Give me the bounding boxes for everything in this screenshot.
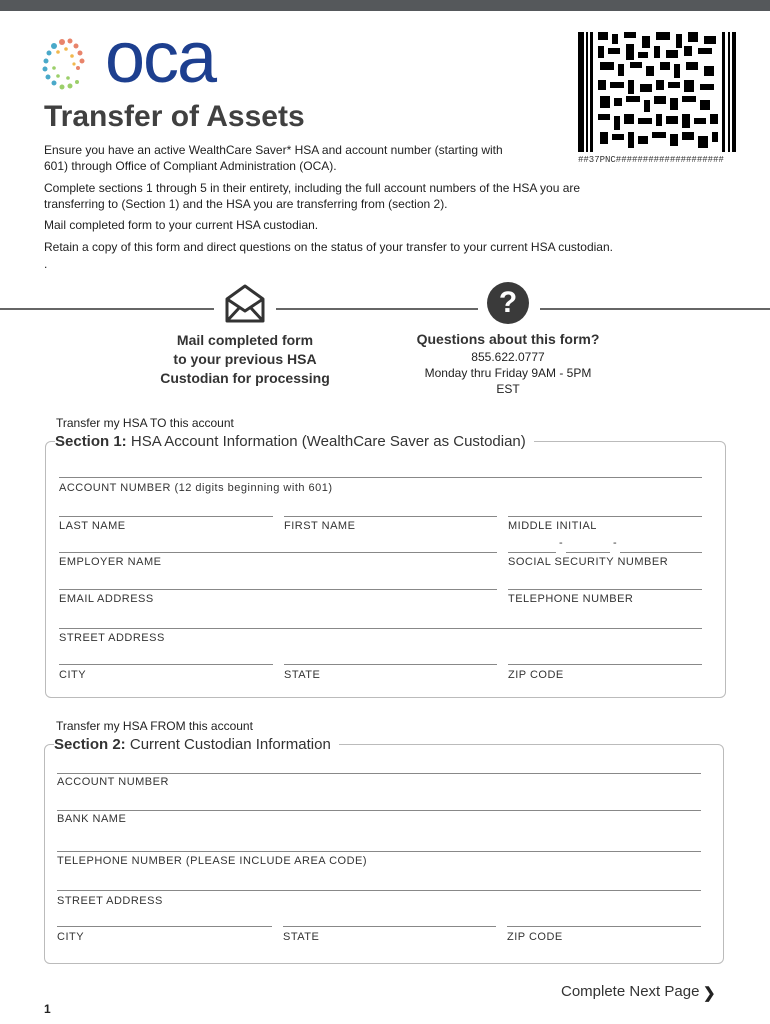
page-number: 1 [44, 1002, 51, 1016]
intro-paragraph-1: Ensure you have an active WealthCare Saver* HSA and account number (starting with 601) through Office of Compliant Administration (OCA). [44, 143, 503, 173]
first-name-field[interactable] [284, 516, 497, 517]
logo-wordmark: oca [105, 18, 216, 98]
intro-paragraph-4: Retain a copy of this form and direct questions on the status of your transfer to your current HSA custodian. [44, 240, 613, 254]
employer-name-field[interactable] [59, 552, 497, 553]
oca-logo [40, 18, 240, 98]
city-label: CITY [59, 669, 87, 681]
section1-title-rest: HSA Account Information (WealthCare Saver as Custodian) [126, 433, 526, 450]
section1-box [45, 441, 726, 698]
zip-label: ZIP CODE [508, 669, 564, 681]
custodian-state-label: STATE [283, 931, 320, 943]
ssn-part-2-field[interactable] [566, 552, 610, 553]
custodian-city-label: CITY [57, 931, 85, 943]
section1-title [55, 433, 534, 450]
bank-name-field[interactable] [57, 810, 701, 811]
intro-paragraph-3: Mail completed form to your current HSA custodian. [44, 218, 319, 232]
custodian-state-field[interactable] [283, 926, 496, 927]
zip-field[interactable] [508, 664, 702, 665]
ssn-part-3-field[interactable] [620, 552, 702, 553]
telephone-field[interactable] [508, 589, 702, 590]
custodian-telephone-field[interactable] [57, 851, 701, 852]
email-label: EMAIL ADDRESS [59, 593, 154, 605]
mail-line-3: Custodian for processing [160, 370, 330, 386]
mail-icon [224, 283, 266, 323]
logo-mark-icon [40, 36, 100, 94]
page-title: Transfer of Assets [44, 100, 305, 133]
bank-name-label: BANK NAME [57, 813, 127, 825]
section2-caption: Transfer my HSA FROM this account [56, 719, 253, 733]
section2-title-rest: Current Custodian Information [125, 736, 331, 753]
state-field[interactable] [284, 664, 497, 665]
divider-middle [276, 308, 478, 310]
middle-initial-field[interactable] [508, 516, 702, 517]
ssn-label: SOCIAL SECURITY NUMBER [508, 556, 669, 568]
section2-title [54, 736, 339, 753]
top-bar [0, 0, 770, 11]
city-field[interactable] [59, 664, 273, 665]
custodian-telephone-label: TELEPHONE NUMBER (PLEASE INCLUDE AREA CODE) [57, 855, 368, 867]
street-address-label: STREET ADDRESS [59, 632, 165, 644]
ssn-separator-1: - [559, 537, 563, 549]
custodian-street-field[interactable] [57, 890, 701, 891]
mail-instructions [140, 331, 350, 388]
divider-left [0, 308, 214, 310]
question-icon: ? [487, 282, 529, 324]
middle-initial-label: MIDDLE INITIAL [508, 520, 597, 532]
ssn-part-1-field[interactable] [508, 552, 556, 553]
barcode-text: ##37PNC#################### [578, 155, 724, 165]
section1-caption: Transfer my HSA TO this account [56, 416, 234, 430]
last-name-label: LAST NAME [59, 520, 126, 532]
ssn-separator-2: - [613, 537, 617, 549]
custodian-zip-label: ZIP CODE [507, 931, 563, 943]
section1-title-bold: Section 1: [55, 433, 127, 450]
custodian-street-label: STREET ADDRESS [57, 895, 163, 907]
barcode-image [578, 32, 736, 152]
custodian-zip-field[interactable] [507, 926, 701, 927]
account-number-field[interactable] [59, 477, 702, 478]
custodian-city-field[interactable] [57, 926, 272, 927]
account-number-label: ACCOUNT NUMBER (12 digits beginning with 601) [59, 482, 333, 494]
mail-line-2: to your previous HSA [173, 351, 317, 367]
questions-timezone: EST [496, 382, 520, 396]
last-name-field[interactable] [59, 516, 273, 517]
custodian-account-number-label: ACCOUNT NUMBER [57, 776, 169, 788]
email-field[interactable] [59, 589, 497, 590]
street-address-field[interactable] [59, 628, 702, 629]
questions-title: Questions about this form? [416, 331, 600, 347]
section2-title-bold: Section 2: [54, 736, 126, 753]
custodian-account-number-field[interactable] [57, 773, 701, 774]
questions-phone: 855.622.0777 [471, 350, 545, 364]
complete-next-page-link[interactable]: Complete Next Page [561, 983, 700, 1000]
telephone-label: TELEPHONE NUMBER [508, 593, 634, 605]
intro-paragraph-5: . [44, 257, 48, 271]
employer-name-label: EMPLOYER NAME [59, 556, 162, 568]
state-label: STATE [284, 669, 321, 681]
divider-right [540, 308, 770, 310]
mail-line-1: Mail completed form [176, 332, 314, 348]
first-name-label: FIRST NAME [284, 520, 356, 532]
intro-paragraph-2: Complete sections 1 through 5 in their entirety, including the full account numbers of the HSA you are transferring to (Section 1) and the HSA you are transferring from (section 2). [44, 181, 581, 211]
questions-hours: Monday thru Friday 9AM - 5PM [424, 366, 592, 380]
chevron-right-icon[interactable]: ❯ [703, 985, 716, 1002]
